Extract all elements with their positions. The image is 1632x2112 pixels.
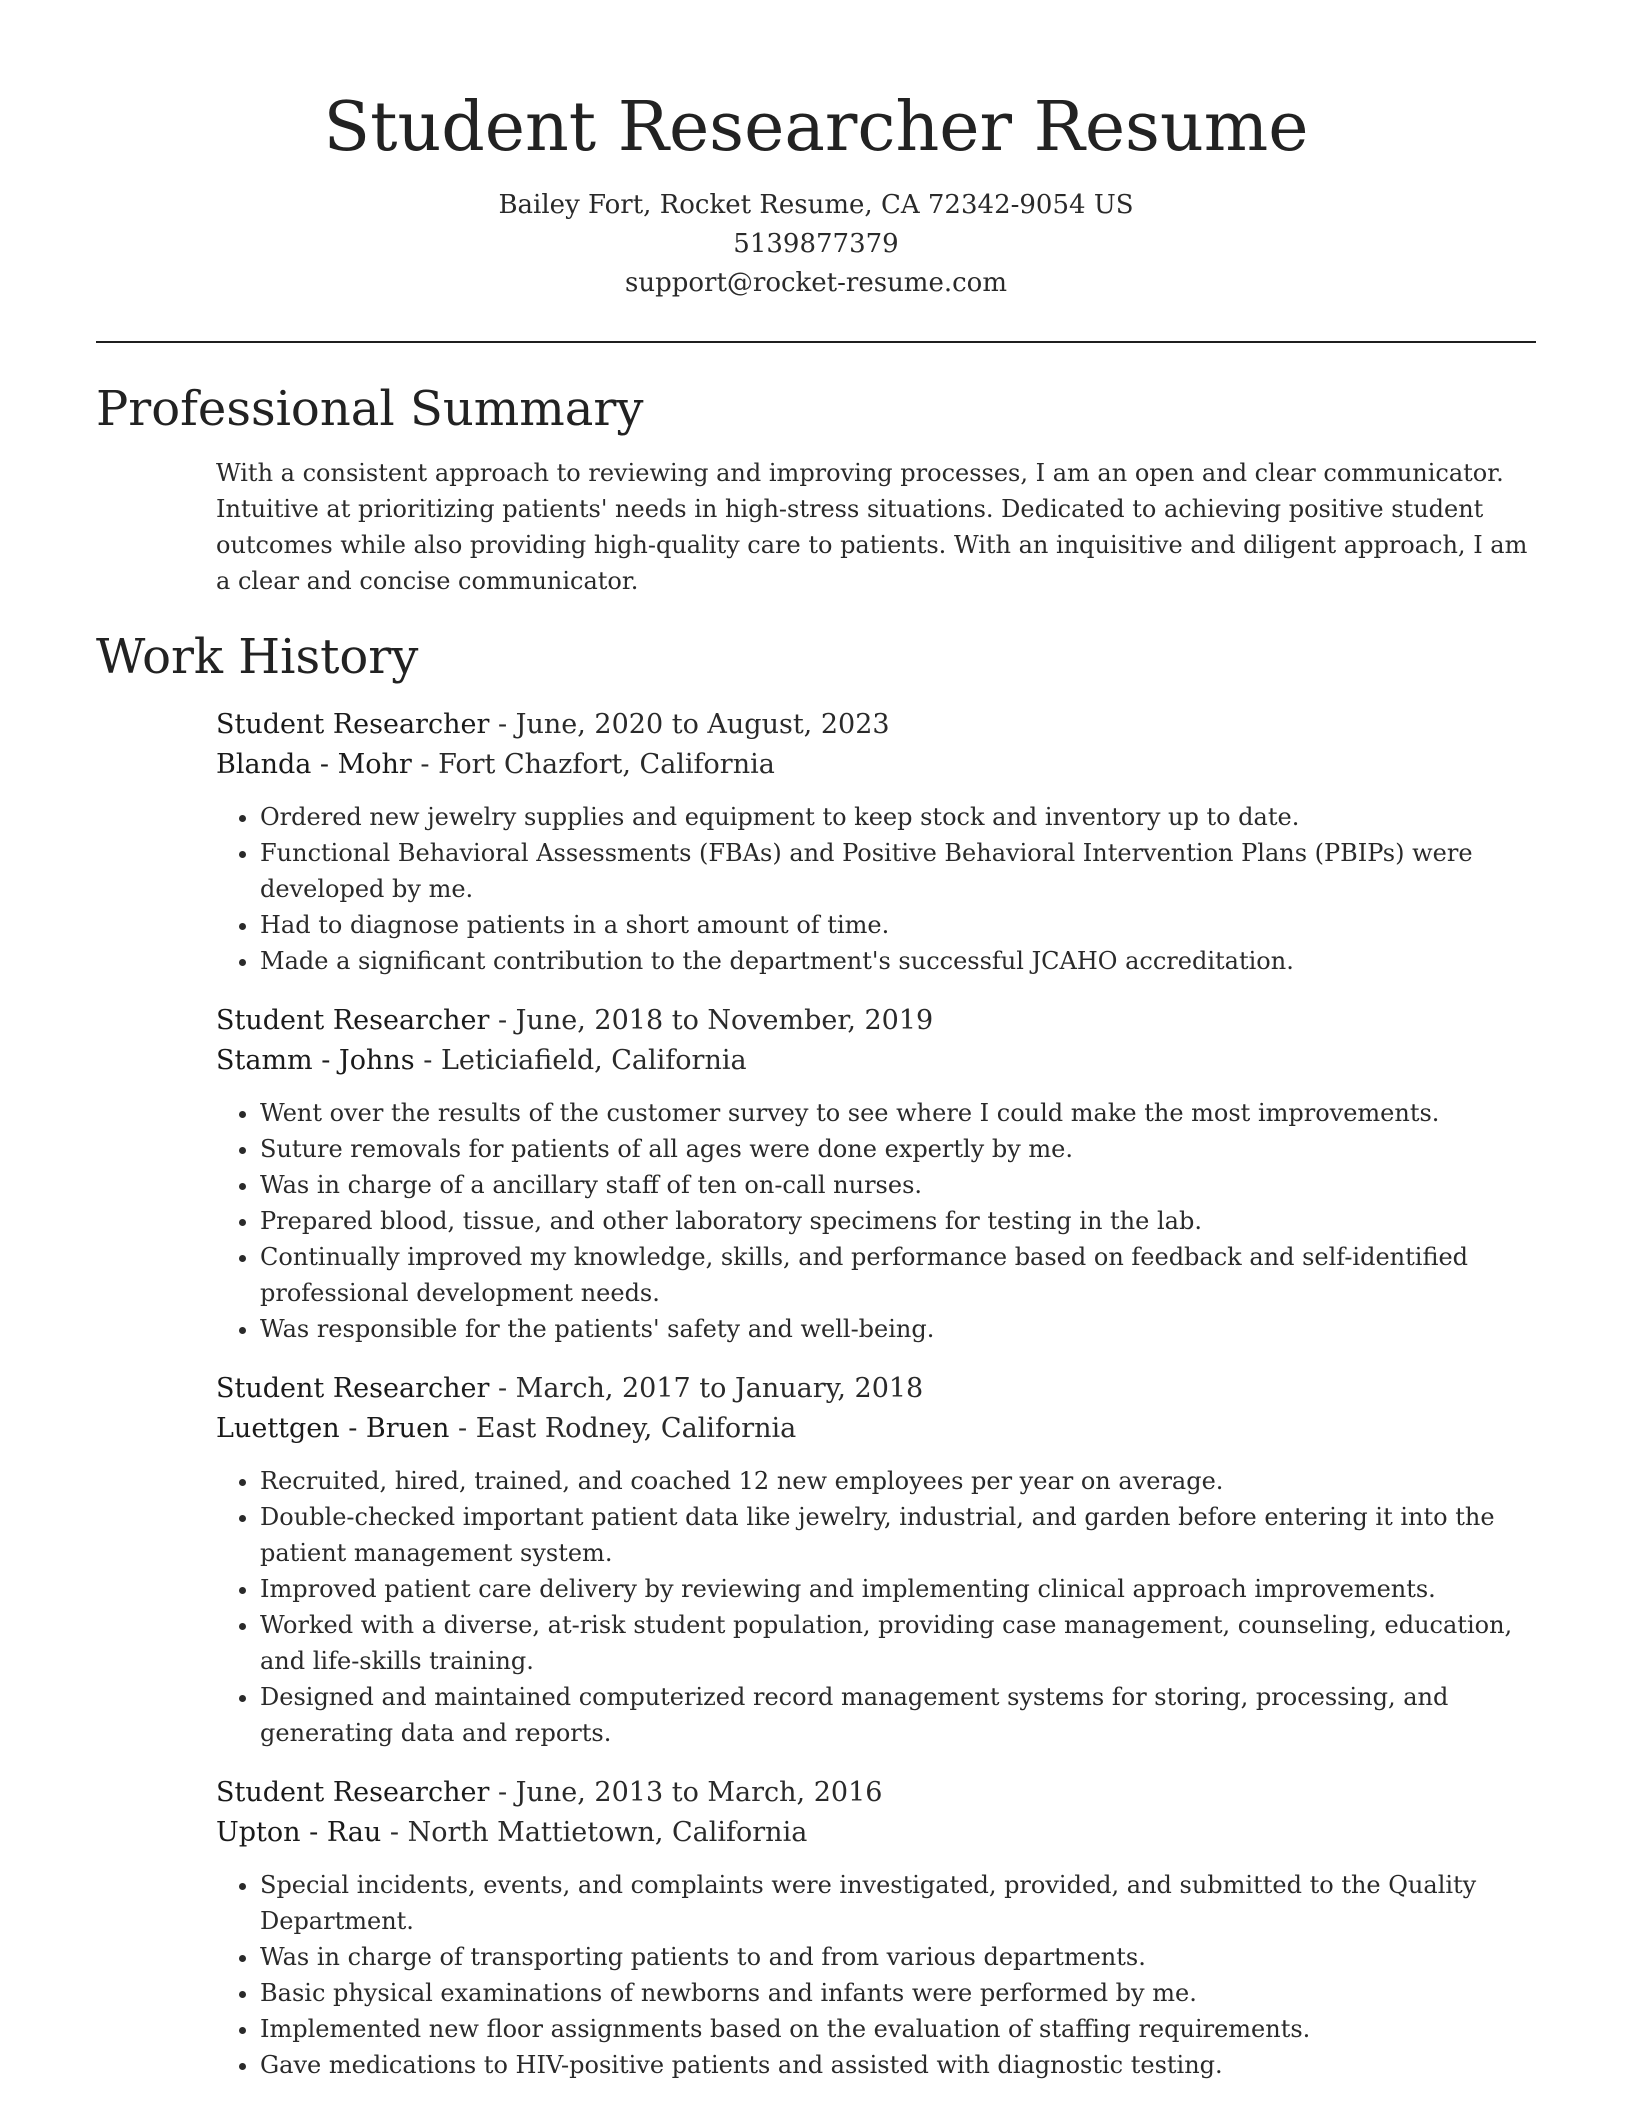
- job-company-line: Stamm - Johns - Leticiafield, California: [216, 1045, 747, 1076]
- job-bullet: • Implemented new floor assignments based on the evaluation of staffing requirements.: [260, 2011, 1536, 2047]
- job-bullet: • Went over the results of the customer survey to see where I could make the most improvements.: [260, 1095, 1536, 1131]
- job-bullet: • Was in charge of a ancillary staff of ten on-call nurses.: [260, 1167, 1536, 1203]
- job-company: Luettgen - Bruen: [216, 1413, 450, 1444]
- job-entry: [216, 1001, 1536, 1347]
- summary-heading: Professional Summary: [96, 381, 644, 437]
- job-title: Student Researcher: [216, 1005, 490, 1036]
- job-bullet: • Functional Behavioral Assessments (FBAs) and Positive Behavioral Intervention Plans (PBIPs) were developed by me.: [260, 835, 1536, 907]
- job-bullet: • Prepared blood, tissue, and other laboratory specimens for testing in the lab.: [260, 1203, 1536, 1239]
- job-company-line: Upton - Rau - North Mattietown, California: [216, 1817, 808, 1848]
- job-entry: [216, 705, 1536, 979]
- job-bullet: • Continually improved my knowledge, skills, and performance based on feedback and self-identified professional development needs.: [260, 1239, 1536, 1311]
- job-title-line: Student Researcher - June, 2018 to November, 2019: [216, 1005, 934, 1036]
- job-bullet-list: [216, 1095, 1536, 1347]
- job-bullet: • Designed and maintained computerized record management systems for storing, processing, and generating data and reports.: [260, 1679, 1536, 1751]
- job-bullet: • Had to diagnose patients in a short amount of time.: [260, 907, 1536, 943]
- job-location: East Rodney, California: [475, 1413, 797, 1444]
- job-bullet: • Worked with a diverse, at-risk student population, providing case management, counseling, education, and life-skills training.: [260, 1607, 1536, 1679]
- job-title-line: Student Researcher - June, 2013 to March, 2016: [216, 1777, 883, 1808]
- job-bullet: • Was responsible for the patients' safety and well-being.: [260, 1311, 1536, 1347]
- job-dates: March, 2017 to January, 2018: [515, 1373, 924, 1404]
- professional-summary-section: [96, 379, 1536, 599]
- contact-address: Bailey Fort, Rocket Resume, CA 72342-9054 US: [498, 190, 1134, 220]
- job-company: Blanda - Mohr: [216, 749, 412, 780]
- job-title: Student Researcher: [216, 1373, 490, 1404]
- job-bullet: • Made a significant contribution to the department's successful JCAHO accreditation.: [260, 943, 1536, 979]
- job-dates: June, 2020 to August, 2023: [515, 709, 890, 740]
- work-history-heading: Work History: [96, 629, 419, 685]
- job-title-line: Student Researcher - June, 2020 to August, 2023: [216, 709, 890, 740]
- job-title: Student Researcher: [216, 709, 490, 740]
- job-list: [216, 705, 1536, 2083]
- job-entry: [216, 1773, 1536, 2083]
- job-company-line: Luettgen - Bruen - East Rodney, California: [216, 1413, 797, 1444]
- job-location: Fort Chazfort, California: [438, 749, 775, 780]
- work-history-section: [96, 627, 1536, 2083]
- job-bullet: • Gave medications to HIV-positive patients and assisted with diagnostic testing.: [260, 2047, 1536, 2083]
- resume-title: Student Researcher Resume: [323, 88, 1309, 167]
- contact-block: [96, 186, 1536, 303]
- job-bullet: • Ordered new jewelry supplies and equipment to keep stock and inventory up to date.: [260, 799, 1536, 835]
- job-bullet: • Basic physical examinations of newborns and infants were performed by me.: [260, 1975, 1536, 2011]
- job-location: North Mattietown, California: [407, 1817, 808, 1848]
- job-company: Upton - Rau: [216, 1817, 382, 1848]
- job-bullet-list: [216, 1867, 1536, 2083]
- job-bullet: • Special incidents, events, and complaints were investigated, provided, and submitted to the Quality Department.: [260, 1867, 1536, 1939]
- job-bullet-list: [216, 799, 1536, 979]
- job-bullet-list: [216, 1463, 1536, 1751]
- job-dates: June, 2018 to November, 2019: [515, 1005, 934, 1036]
- job-title: Student Researcher: [216, 1777, 490, 1808]
- contact-email: support@rocket-resume.com: [624, 268, 1007, 298]
- contact-phone: 5139877379: [733, 229, 899, 259]
- job-bullet: • Suture removals for patients of all ages were done expertly by me.: [260, 1131, 1536, 1167]
- job-company-line: Blanda - Mohr - Fort Chazfort, California: [216, 749, 775, 780]
- job-bullet: • Recruited, hired, trained, and coached 12 new employees per year on average.: [260, 1463, 1536, 1499]
- resume-page: [96, 0, 1536, 2083]
- job-dates: June, 2013 to March, 2016: [515, 1777, 883, 1808]
- job-bullet: • Improved patient care delivery by reviewing and implementing clinical approach improvements.: [260, 1571, 1536, 1607]
- job-entry: [216, 1369, 1536, 1751]
- job-company: Stamm - Johns: [216, 1045, 415, 1076]
- job-bullet: • Was in charge of transporting patients to and from various departments.: [260, 1939, 1536, 1975]
- job-location: Leticiafield, California: [440, 1045, 747, 1076]
- header-divider: [96, 341, 1536, 343]
- job-title-line: Student Researcher - March, 2017 to January, 2018: [216, 1373, 924, 1404]
- summary-text: With a consistent approach to reviewing and improving processes, I am an open and clear communicator. Intuitive at prioritizing patients' needs in high-stress situations. Dedicated to achieving positive student outcomes while also providing high-quality care to patients. With an inquisitive and diligent approach, I am a clear and concise communicator.: [216, 459, 1528, 595]
- job-bullet: • Double-checked important patient data like jewelry, industrial, and garden before entering it into the patient management system.: [260, 1499, 1536, 1571]
